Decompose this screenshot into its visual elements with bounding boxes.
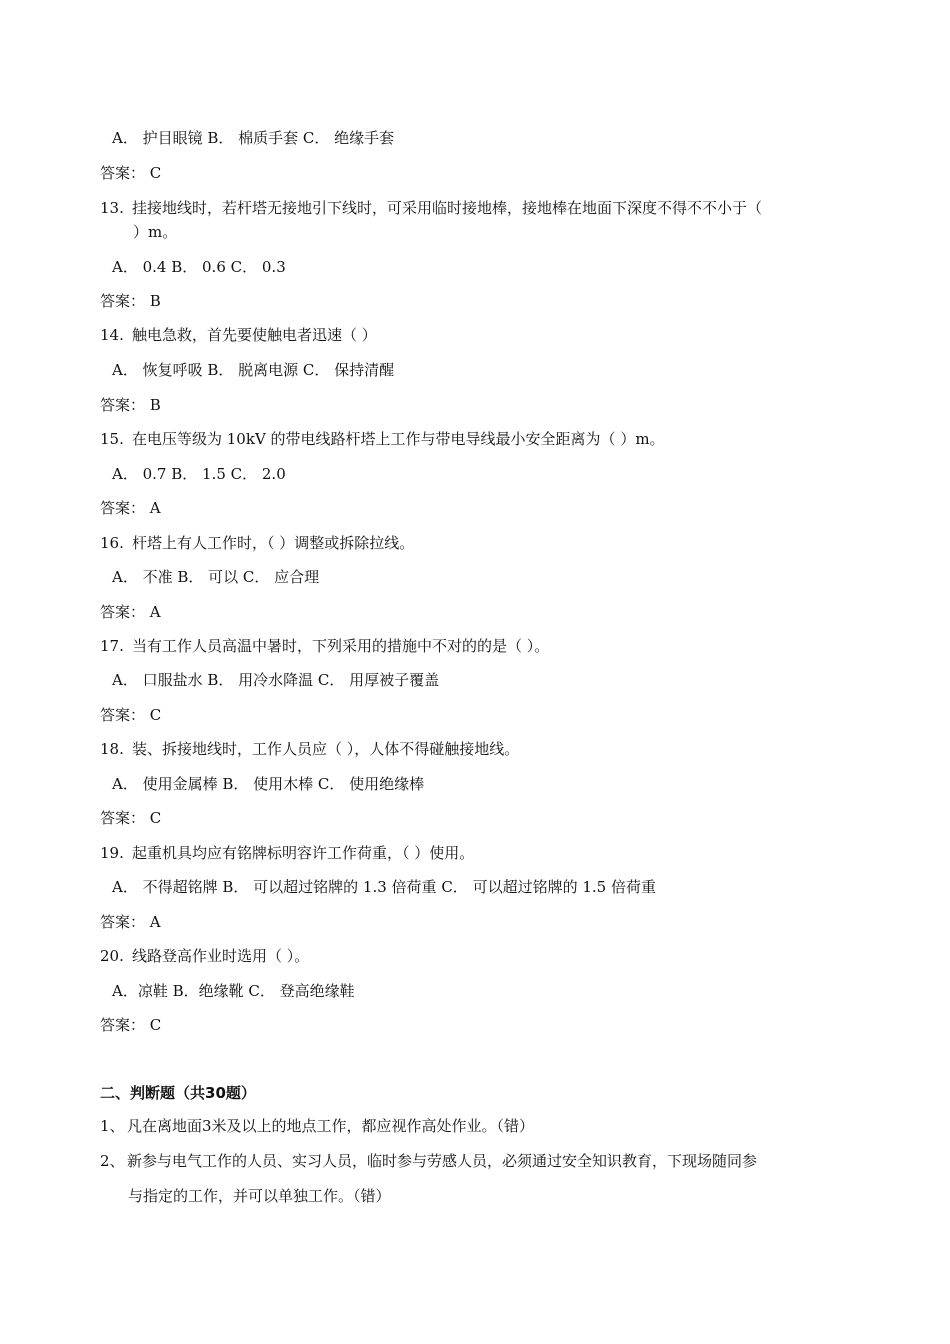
q20-number: 20.	[100, 947, 124, 965]
q13-options: A． 0.4 B． 0.6 C． 0.3	[112, 258, 286, 276]
q13-continuation: ）m。	[133, 223, 178, 241]
q20-text: 线路登高作业时选用（ ）。	[132, 947, 310, 965]
j1-text: 凡在离地面3米及以上的地点工作，都应视作高处作业。（错）	[127, 1117, 535, 1135]
q13-question	[100, 197, 762, 219]
q19-number: 19.	[100, 844, 124, 862]
q16-number: 16.	[100, 534, 124, 552]
q14-answer: 答案： B	[100, 396, 161, 414]
q15-text: 在电压等级为 10kV 的带电线路杆塔上工作与带电导线最小安全距离为（ ）m。	[132, 430, 665, 448]
q14-number: 14.	[100, 326, 124, 344]
q12-answer: 答案： C	[100, 164, 162, 182]
q17-options: A． 口服盐水 B． 用冷水降温 C． 用厚被子覆盖	[112, 671, 440, 689]
q16-text: 杆塔上有人工作时，（ ）调整或拆除拉线。	[132, 534, 415, 552]
q16-question	[100, 532, 414, 554]
q14-question	[100, 324, 377, 346]
judge-item-2	[100, 1150, 757, 1172]
q14-text: 触电急救，首先要使触电者迅速（ ）	[132, 326, 377, 344]
q17-number: 17.	[100, 637, 124, 655]
q18-question	[100, 738, 519, 760]
q18-text: 装、拆接地线时，工作人员应（ ），人体不得碰触接地线。	[132, 740, 520, 758]
q20-options: A．凉鞋 B．绝缘靴 C． 登高绝缘鞋	[112, 982, 355, 1000]
q19-options: A． 不得超铭牌 B． 可以超过铭牌的 1.3 倍荷重 C． 可以超过铭牌的 1.5 倍荷重	[112, 878, 656, 896]
q18-answer: 答案： C	[100, 809, 162, 827]
q18-options: A． 使用金属棒 B． 使用木棒 C． 使用绝缘棒	[112, 775, 425, 793]
q17-answer: 答案： C	[100, 706, 162, 724]
q17-text: 当有工作人员高温中暑时，下列采用的措施中不对的的是（ ）。	[132, 637, 550, 655]
j2-text: 新参与电气工作的人员、实习人员，临时参与劳感人员，必须通过安全知识教育，下现场随同参	[127, 1152, 758, 1170]
q17-question	[100, 635, 549, 657]
q15-options: A． 0.7 B． 1.5 C． 2.0	[112, 465, 286, 483]
q18-number: 18.	[100, 740, 124, 758]
q12-options: A． 护目眼镜 B． 棉质手套 C． 绝缘手套	[112, 129, 395, 147]
judge-item-1	[100, 1115, 534, 1137]
q16-options: A． 不准 B． 可以 C． 应合理	[112, 568, 320, 586]
q13-answer: 答案： B	[100, 292, 161, 310]
q13-text: 挂接地线时，若杆塔无接地引下线时，可采用临时接地棒，接地棒在地面下深度不得不不小于（	[132, 199, 763, 217]
q20-answer: 答案： C	[100, 1016, 162, 1034]
q19-answer: 答案： A	[100, 913, 161, 931]
j1-number: 1、	[100, 1117, 125, 1135]
q13-number: 13.	[100, 199, 124, 217]
section-heading: 二、判断题（共30题）	[100, 1084, 256, 1102]
q19-text: 起重机具均应有铭牌标明容许工作荷重，（ ）使用。	[132, 844, 475, 862]
q15-question	[100, 428, 665, 450]
q14-options: A． 恢复呼吸 B． 脱离电源 C． 保持清醒	[112, 361, 395, 379]
q20-question	[100, 945, 309, 967]
q15-answer: 答案： A	[100, 499, 161, 517]
j2-number: 2、	[100, 1152, 125, 1170]
q15-number: 15.	[100, 430, 124, 448]
j2-continuation: 与指定的工作，并可以单独工作。（错）	[128, 1187, 391, 1205]
q16-answer: 答案： A	[100, 603, 161, 621]
q19-question	[100, 842, 474, 864]
